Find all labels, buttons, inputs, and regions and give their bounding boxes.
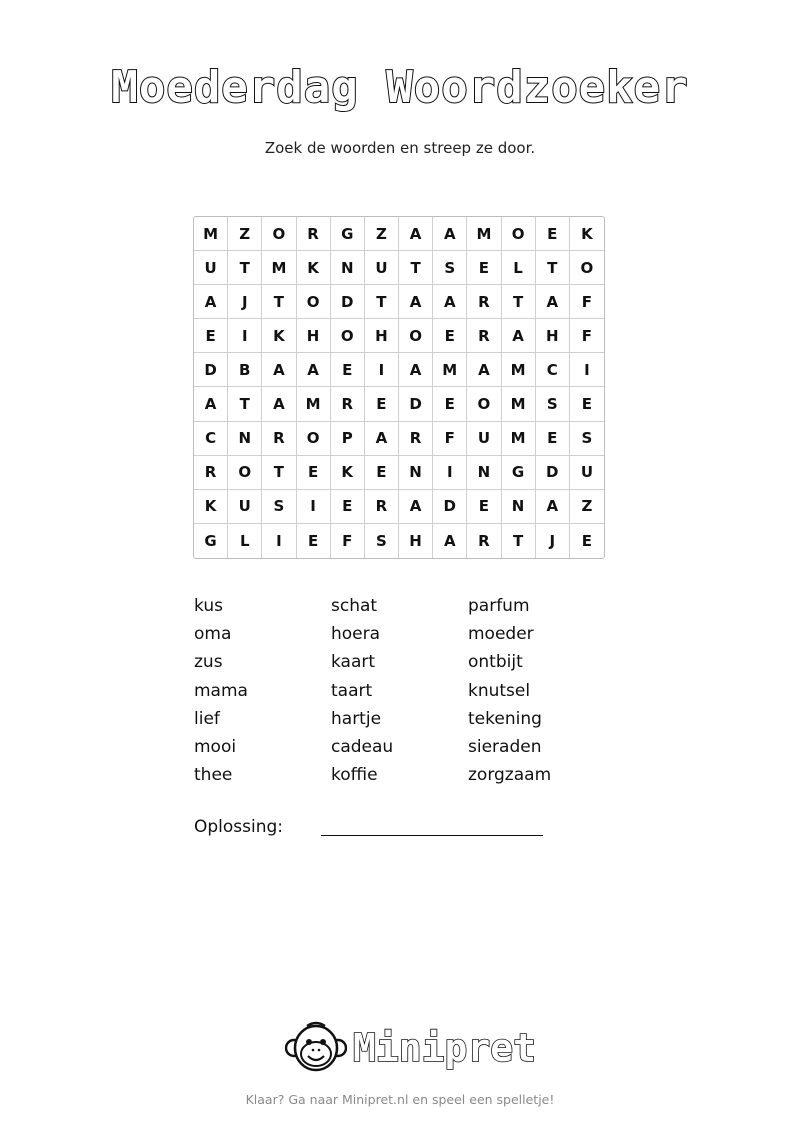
grid-cell: A bbox=[502, 319, 536, 353]
grid-cell: O bbox=[570, 251, 604, 285]
grid-cell: R bbox=[194, 456, 228, 490]
grid-cell: G bbox=[331, 217, 365, 251]
grid-cell: M bbox=[502, 422, 536, 456]
word-item: mama bbox=[194, 680, 248, 701]
grid-cell: P bbox=[331, 422, 365, 456]
grid-cell: I bbox=[228, 319, 262, 353]
grid-cell: D bbox=[433, 490, 467, 524]
solution-answer-line bbox=[321, 835, 543, 836]
grid-cell: U bbox=[365, 251, 399, 285]
word-item: hartje bbox=[331, 708, 382, 729]
grid-cell: T bbox=[228, 251, 262, 285]
grid-cell: D bbox=[536, 456, 570, 490]
grid-cell: T bbox=[228, 387, 262, 421]
grid-cell: L bbox=[502, 251, 536, 285]
word-item: oma bbox=[194, 624, 232, 645]
grid-cell: E bbox=[536, 422, 570, 456]
grid-cell: S bbox=[365, 524, 399, 558]
grid-cell: T bbox=[262, 456, 296, 490]
grid-cell: T bbox=[502, 285, 536, 319]
grid-cell: O bbox=[297, 422, 331, 456]
grid-cell: R bbox=[365, 490, 399, 524]
grid-cell: Z bbox=[570, 490, 604, 524]
letter-grid bbox=[193, 216, 605, 559]
grid-cell: A bbox=[297, 353, 331, 387]
word-item: ontbijt bbox=[468, 652, 523, 673]
grid-cell: A bbox=[536, 490, 570, 524]
grid-cell: R bbox=[297, 217, 331, 251]
grid-cell: N bbox=[502, 490, 536, 524]
word-item: kus bbox=[194, 596, 223, 616]
grid-cell: I bbox=[365, 353, 399, 387]
grid-cell: C bbox=[194, 422, 228, 456]
grid-cell: M bbox=[433, 353, 467, 387]
word-item: thee bbox=[194, 765, 233, 786]
grid-cell: S bbox=[570, 422, 604, 456]
grid-cell: I bbox=[262, 524, 296, 558]
instructions: Zoek de woorden en streep ze door. bbox=[264, 139, 536, 157]
grid-cell: E bbox=[331, 353, 365, 387]
word-list bbox=[194, 592, 614, 789]
grid-cell: T bbox=[502, 524, 536, 558]
grid-cell: J bbox=[536, 524, 570, 558]
word-item: hoera bbox=[331, 624, 381, 645]
grid-cell: M bbox=[262, 251, 296, 285]
grid-cell: K bbox=[262, 319, 296, 353]
grid-cell: A bbox=[194, 387, 228, 421]
grid-cell: A bbox=[433, 524, 467, 558]
minipret-logo bbox=[285, 1018, 537, 1078]
grid-cell: E bbox=[467, 490, 501, 524]
grid-cell: I bbox=[433, 456, 467, 490]
grid-cell: O bbox=[262, 217, 296, 251]
word-item: koffie bbox=[331, 765, 378, 786]
grid-cell: O bbox=[502, 217, 536, 251]
grid-cell: F bbox=[331, 524, 365, 558]
grid-cell: E bbox=[297, 456, 331, 490]
grid-cell: I bbox=[570, 353, 604, 387]
grid-cell: U bbox=[570, 456, 604, 490]
grid-cell: K bbox=[331, 456, 365, 490]
grid-cell: A bbox=[262, 353, 296, 387]
word-item: tekening bbox=[468, 708, 542, 729]
grid-cell: A bbox=[433, 285, 467, 319]
grid-cell: S bbox=[262, 490, 296, 524]
word-item: zorgzaam bbox=[468, 765, 552, 786]
grid-cell: M bbox=[297, 387, 331, 421]
grid-cell: U bbox=[194, 251, 228, 285]
grid-cell: D bbox=[331, 285, 365, 319]
word-item: mooi bbox=[194, 736, 237, 757]
word-column-3 bbox=[468, 592, 614, 789]
monkey-face-icon bbox=[285, 1020, 347, 1076]
grid-cell: S bbox=[536, 387, 570, 421]
grid-cell: G bbox=[194, 524, 228, 558]
grid-cell: A bbox=[365, 422, 399, 456]
grid-cell: N bbox=[331, 251, 365, 285]
grid-cell: H bbox=[399, 524, 433, 558]
grid-cell: M bbox=[467, 217, 501, 251]
grid-cell: O bbox=[297, 285, 331, 319]
grid-cell: I bbox=[297, 490, 331, 524]
grid-cell: A bbox=[399, 285, 433, 319]
grid-cell: R bbox=[467, 524, 501, 558]
grid-cell: T bbox=[399, 251, 433, 285]
grid-cell: R bbox=[399, 422, 433, 456]
grid-cell: U bbox=[467, 422, 501, 456]
grid-cell: K bbox=[194, 490, 228, 524]
grid-cell: A bbox=[536, 285, 570, 319]
grid-cell: L bbox=[228, 524, 262, 558]
word-item: schat bbox=[331, 596, 378, 616]
word-item: cadeau bbox=[331, 736, 394, 757]
solution-label: Oplossing: bbox=[194, 817, 284, 837]
grid-cell: F bbox=[570, 319, 604, 353]
grid-cell: T bbox=[536, 251, 570, 285]
word-item: parfum bbox=[468, 596, 530, 616]
grid-cell: H bbox=[536, 319, 570, 353]
grid-cell: A bbox=[262, 387, 296, 421]
grid-cell: E bbox=[194, 319, 228, 353]
grid-cell: H bbox=[297, 319, 331, 353]
grid-cell: R bbox=[467, 285, 501, 319]
grid-cell: N bbox=[399, 456, 433, 490]
word-column-2 bbox=[331, 592, 468, 789]
grid-cell: E bbox=[536, 217, 570, 251]
grid-cell: D bbox=[194, 353, 228, 387]
grid-cell: C bbox=[536, 353, 570, 387]
grid-cell: H bbox=[365, 319, 399, 353]
grid-cell: K bbox=[297, 251, 331, 285]
grid-cell: N bbox=[467, 456, 501, 490]
grid-cell: A bbox=[399, 217, 433, 251]
word-item: knutsel bbox=[468, 680, 531, 701]
grid-cell: K bbox=[570, 217, 604, 251]
grid-cell: T bbox=[262, 285, 296, 319]
grid-cell: E bbox=[581, 531, 593, 550]
grid-cell: E bbox=[297, 524, 331, 558]
grid-cell: A bbox=[399, 353, 433, 387]
grid-cell: O bbox=[399, 319, 433, 353]
grid-cell: Z bbox=[228, 217, 262, 251]
word-item: zus bbox=[194, 652, 223, 673]
grid-cell: E bbox=[433, 387, 467, 421]
grid-cell: E bbox=[570, 387, 604, 421]
grid-cell: E bbox=[365, 387, 399, 421]
grid-cell: B bbox=[228, 353, 262, 387]
word-item: lief bbox=[194, 708, 220, 729]
page-title: Moederdag Woordzoeker bbox=[111, 62, 689, 113]
grid-cell: F bbox=[570, 285, 604, 319]
grid-cell: O bbox=[331, 319, 365, 353]
grid-cell: E bbox=[433, 319, 467, 353]
grid-cell: A bbox=[433, 217, 467, 251]
grid-cell: N bbox=[228, 422, 262, 456]
grid-cell: M bbox=[194, 217, 228, 251]
grid-cell: U bbox=[228, 490, 262, 524]
grid-cell: O bbox=[228, 456, 262, 490]
grid-cell: R bbox=[467, 319, 501, 353]
grid-cell: Z bbox=[365, 217, 399, 251]
word-item: kaart bbox=[331, 652, 376, 673]
grid-cell: E bbox=[331, 490, 365, 524]
grid-cell: R bbox=[331, 387, 365, 421]
word-item: sieraden bbox=[468, 736, 542, 757]
grid-cell: E bbox=[467, 251, 501, 285]
grid-cell: S bbox=[433, 251, 467, 285]
grid-cell: D bbox=[399, 387, 433, 421]
word-item: taart bbox=[331, 680, 373, 701]
grid-cell: T bbox=[365, 285, 399, 319]
grid-cell: E bbox=[365, 456, 399, 490]
grid-cell: M bbox=[502, 387, 536, 421]
grid-cell: J bbox=[228, 285, 262, 319]
grid-cell: A bbox=[194, 285, 228, 319]
grid-cell: M bbox=[502, 353, 536, 387]
logo-text: Minipret bbox=[353, 1026, 537, 1070]
grid-cell: O bbox=[467, 387, 501, 421]
grid-cell: F bbox=[433, 422, 467, 456]
footer-text: Klaar? Ga naar Minipret.nl en speel een spelletje! bbox=[245, 1092, 555, 1107]
grid-cell: R bbox=[262, 422, 296, 456]
grid-cell: A bbox=[399, 490, 433, 524]
grid-cell: G bbox=[502, 456, 536, 490]
grid-cell: A bbox=[467, 353, 501, 387]
word-item: moeder bbox=[468, 624, 534, 645]
word-column-1 bbox=[194, 592, 331, 789]
